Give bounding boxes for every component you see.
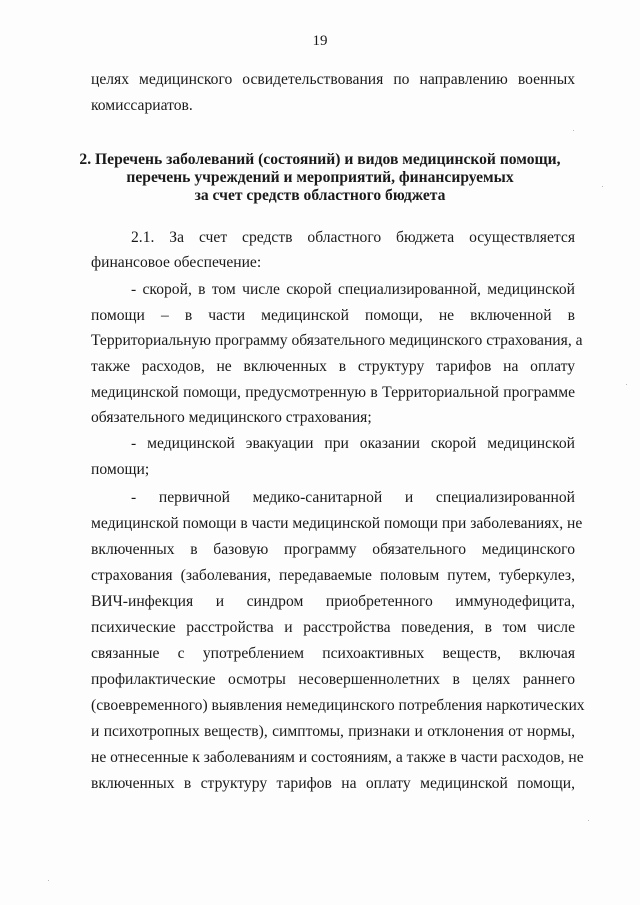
intro-line-1: целях медицинского освидетельствования по направлению военных bbox=[91, 71, 575, 88]
item-primary-line-3: включенных в базовую программу обязательного медицинского bbox=[91, 541, 575, 558]
paragraph-2-1-line-1: 2.1. За счет средств областного бюджета осуществляется bbox=[131, 229, 575, 246]
item-evacuation-line-1: - медицинской эвакуации при оказании скорой медицинской bbox=[131, 435, 575, 452]
item-emergency-line-6: обязательного медицинского страхования; bbox=[91, 409, 372, 426]
section-heading-line-2: перечень учреждений и мероприятий, финансируемых bbox=[126, 169, 514, 186]
scan-speck bbox=[602, 186, 603, 187]
paragraph-2-1-line-2: финансовое обеспечение: bbox=[91, 254, 262, 271]
item-primary-line-8: профилактические осмотры несовершеннолетних в целях раннего bbox=[91, 671, 575, 688]
item-primary-line-5: ВИЧ-инфекция и синдром приобретенного иммунодефицита, bbox=[91, 593, 575, 610]
item-evacuation-line-2: помощи; bbox=[91, 461, 150, 478]
item-primary-line-9: (своевременного) выявления немедицинского потребления наркотических bbox=[91, 697, 585, 714]
item-primary-line-2: медицинской помощи в части медицинской помощи при заболеваниях, не bbox=[91, 515, 583, 532]
item-emergency-line-2: помощи – в части медицинской помощи, не включенной в bbox=[91, 307, 575, 324]
item-primary-line-12: включенных в структуру тарифов на оплату медицинской помощи, bbox=[91, 775, 575, 792]
scan-speck bbox=[588, 820, 589, 821]
section-heading-line-3: за счет средств областного бюджета bbox=[194, 187, 446, 204]
item-primary-line-10: и психотропных веществ), симптомы, признаки и отклонения от нормы, bbox=[91, 723, 575, 740]
scan-speck bbox=[573, 130, 574, 131]
item-emergency-line-5: медицинской помощи, предусмотренную в Территориальной программе bbox=[91, 384, 575, 401]
section-heading-line-1: 2. Перечень заболеваний (состояний) и видов медицинской помощи, bbox=[79, 151, 561, 168]
item-primary-line-6: психические расстройства и расстройства поведения, в том числе bbox=[91, 619, 575, 636]
item-primary-line-1: - первичной медико-санитарной и специализированной bbox=[131, 489, 575, 506]
scan-speck bbox=[48, 880, 49, 881]
scan-speck bbox=[626, 384, 627, 385]
page-number: 19 bbox=[312, 33, 328, 49]
item-emergency-line-4: также расходов, не включенных в структуру тарифов на оплату bbox=[91, 358, 575, 375]
item-emergency-line-3: Территориальную программу обязательного медицинского страхования, а bbox=[91, 332, 583, 349]
item-primary-line-4: страхования (заболевания, передаваемые половым путем, туберкулез, bbox=[91, 567, 575, 584]
intro-line-2: комиссариатов. bbox=[91, 97, 193, 114]
item-primary-line-7: связанные с употреблением психоактивных веществ, включая bbox=[91, 645, 575, 662]
item-primary-line-11: не отнесенные к заболеваниям и состояниям, а также в части расходов, не bbox=[91, 749, 584, 766]
item-emergency-line-1: - скорой, в том числе скорой специализированной, медицинской bbox=[131, 281, 575, 298]
